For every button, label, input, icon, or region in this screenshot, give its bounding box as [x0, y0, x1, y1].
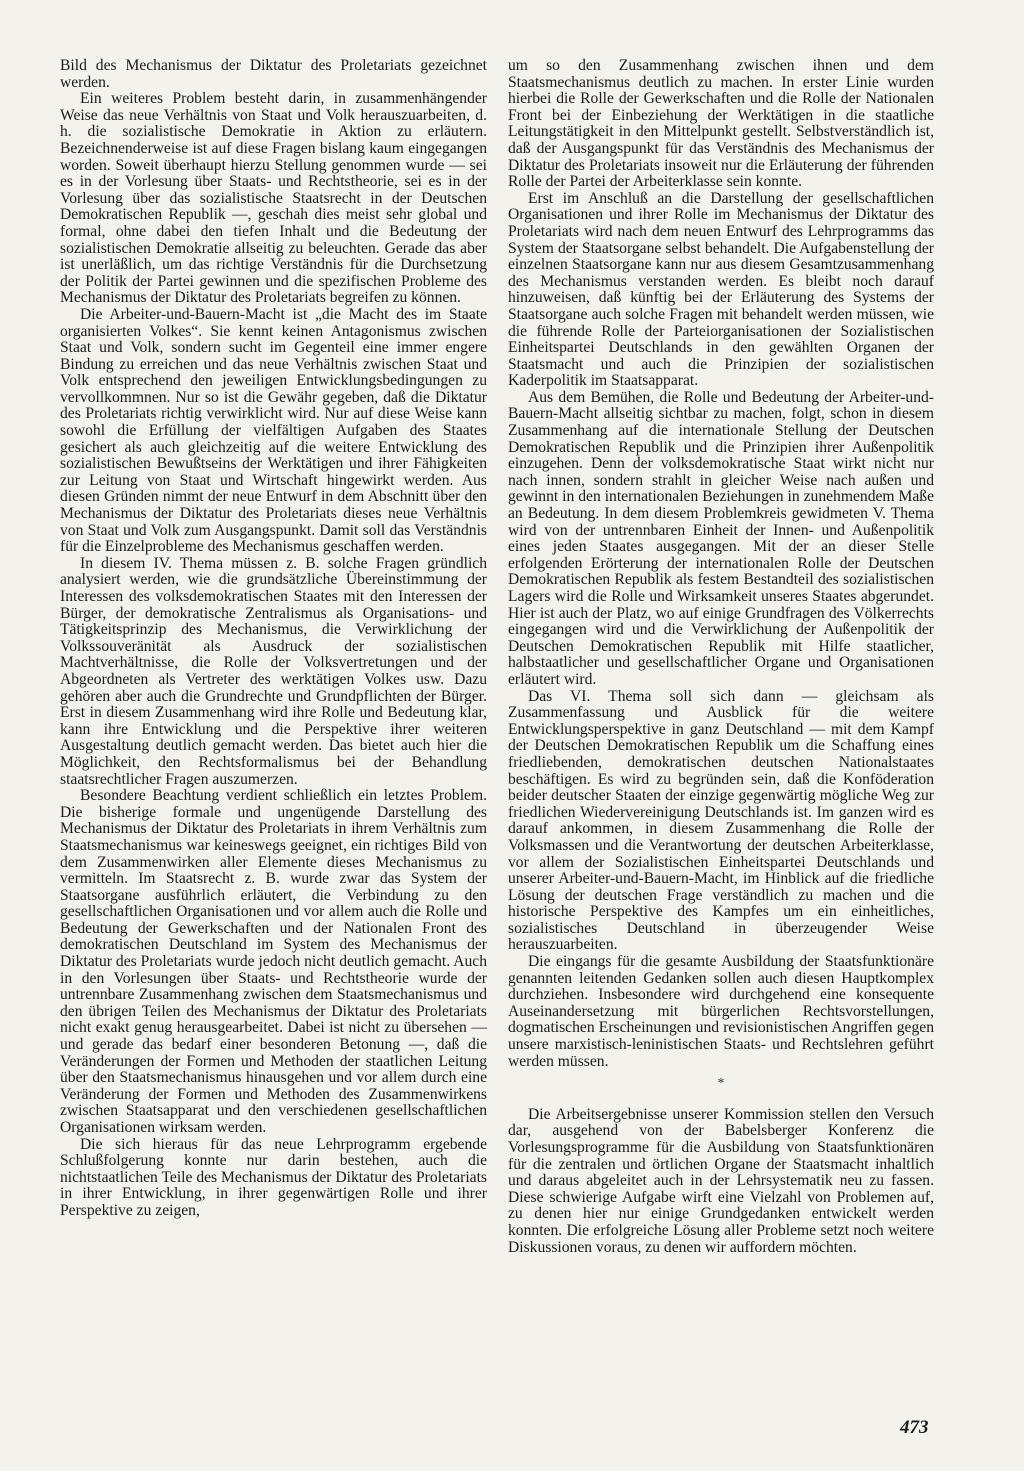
paragraph: Das VI. Thema soll sich dann — gleichsam als Zusammenfassung und Ausblick für die weitere Entwicklungsperspektive in ganz Deutschland — mit dem Kampf der Deutschen Demokratischen Republik um die Schaffung eines friedliebenden, demokratischen deutschen Nationalstaates beschäftigen. Es wird zu begründen sein, daß die Konföderation beider deutscher Staaten der einzige gegenwärtig mögliche Weg zur friedlichen Wiedervereinigung Deutschlands ist. Im ganzen wird es darauf ankommen, in diesem Zusammenhang die Rolle der Volksmassen und die Verantwortung der deutschen Arbeiterklasse, vor allem der Sozialistischen Einheitspartei Deutschlands und unserer Arbeiter-und-Bauern-Macht, im Hinblick auf die friedliche Lösung der deutschen Frage verständlich zu machen und die historische Perspektive des Kampfes um ein einheitliches, sozialistisches Deutschland in überzeugender Weise herauszuarbeiten. [508, 687, 934, 954]
paragraph: Die sich hieraus für das neue Lehrprogramm ergebende Schlußfolgerung konnte nur darin bestehen, auch die nichtstaatlichen Teile des Mechanismus der Diktatur des Proletariats in ihrer Entwicklung, in ihrer gegenwärtigen Rolle und ihrer Perspektive zu zeigen, [60, 1135, 487, 1219]
paragraph: Die Arbeiter-und-Bauern-Macht ist „die Macht des im Staate organisierten Volkes“. Sie kennt keinen Antagonismus zwischen Staat und Volk, sondern sucht im Gegenteil eine immer engere Bindung zu erreichen und das neue Verhältnis zwischen Staat und Volk entsprechend den jeweiligen Entwicklungsbedingungen zu vervollkommnen. Nur so ist die Gewähr gegeben, daß die Diktatur des Proletariats richtig verwirklicht wird. Nur auf diese Weise kann sowohl die Erfüllung der vielfältigen Aufgaben des Staates gesichert als auch gleichzeitig auf die weitere Entwicklung des sozialistischen Bewußtseins der Werktätigen und ihrer Fähigkeiten zur Leitung von Staat und Wirtschaft hingewirkt werden. Aus diesen Gründen nimmt der neue Entwurf in dem Abschnitt über den Mechanismus der Diktatur des Proletariats dieses neue Verhältnis von Staat und Volk zum Ausgangspunkt. Damit soll das Verständnis für die Einzelprobleme des Mechanismus geschaffen werden. [60, 305, 487, 556]
paragraph: Erst im Anschluß an die Darstellung der gesellschaftlichen Organisationen und ihrer Rolle im Mechanismus der Diktatur des Proletariats wird nach dem neuen Entwurf des Lehrprogramms das System der Staatsorgane selbst behandelt. Die Aufgabenstellung der einzelnen Staatsorgane kann nur aus diesem Gesamtzusammenhang des Mechanismus verstanden werden. Es bleibt noch darauf hinzuweisen, daß künftig bei der Erläuterung des Systems der Staatsorgane auch solche Fragen mit behandelt werden müssen, wie die führende Rolle der Parteiorganisationen der Sozialistischen Einheitspartei Deutschlands in den gewählten Organen der Staatsmacht und auch die Prinzipien der sozialistischen Kaderpolitik im Staatsapparat. [508, 189, 934, 390]
paragraph: Besondere Beachtung verdient schließlich ein letztes Problem. Die bisherige formale und ungenügende Darstellung des Mechanismus der Diktatur des Proletariats in ihrem Verhältnis zum Staatsmechanismus war keineswegs geeignet, ein richtiges Bild von dem Zusammenwirken aller Elemente dieses Mechanismus zu vermitteln. Im Staatsrecht z. B. wurde zwar das System der Staatsorgane ausführlich erläutert, die Verbindung zu den gesellschaftlichen Organisationen und vor allem auch die Rolle und Bedeutung der Gewerkschaften und der Nationalen Front des demokratischen Deutschland im System des Mechanismus der Diktatur des Proletariats wurde jedoch nicht deutlich gemacht. Auch in den Vorlesungen über Staats- und Rechtstheorie wurde der untrennbare Zusammenhang zwischen dem Staatsmechanismus und den übrigen Teilen des Mechanismus der Diktatur des Proletariats nicht exakt genug herausgearbeitet. Dabei ist nicht zu übersehen — und gerade das bedarf einer besonderen Betonung —, daß die Veränderungen der Formen und Methoden der staatlichen Leitung über den Staatsmechanismus hinausgehen und vor allem durch eine Veränderung der Formen und Methoden des Zusammenwirkens zwischen Staatsapparat und den verschiedenen gesellschaftlichen Organisationen wirksam werden. [60, 787, 487, 1136]
page-number: 473 [900, 1417, 929, 1438]
paragraph: Ein weiteres Problem besteht darin, in zusammenhängender Weise das neue Verhältnis von Staat und Volk herauszuarbeiten, d. h. die sozialistische Demokratie in Aktion zu erläutern. Bezeichnenderweise ist auf diese Fragen bislang kaum eingegangen worden. Soweit überhaupt hierzu Stellung genommen wurde — sei es in der Vorlesung über Staats- und Rechtstheorie, sei es in der Vorlesung über das sozialistische Staatsrecht in der Deutschen Demokratischen Republik —, geschah dies meist sehr global und formal, ohne dabei den tiefen Inhalt und die Bedeutung der sozialistischen Demokratie allseitig zu beleuchten. Gerade das aber ist unerläßlich, um das richtige Verständnis für die Durchsetzung der Politik der Partei gewinnen und die spezifischen Probleme des Mechanismus der Diktatur des Proletariats begreifen zu können. [60, 90, 487, 307]
left-column [60, 58, 487, 1220]
closing-paragraph: Die Arbeitsergebnisse unserer Kommission stellen den Versuch dar, ausgehend von der Babelsberger Konferenz die Vorlesungsprogramme für die Ausbildung von Staatsfunktionären für die zentralen und örtlichen Organe der Staatsmacht inhaltlich und daraus abgeleitet auch in der Lehrsystematik neu zu fassen. Diese schwierige Aufgabe wirft eine Vielzahl von Problemen auf, zu denen hier nur einige Grundgedanken entwickelt werden konnten. Die erfolgreiche Lösung aller Probleme setzt noch weitere Diskussionen voraus, zu denen wir auffordern möchten. [508, 1105, 934, 1256]
right-column [508, 58, 934, 1256]
paragraph: Die eingangs für die gesamte Ausbildung der Staatsfunktionäre genannten leitenden Gedanken sollen auch diesen Hauptkomplex durchziehen. Insbesondere wird durchgehend eine konsequente Auseinandersetzung mit bürgerlichen Rechtsvorstellungen, dogmatischen Erscheinungen und revisionistischen Angriffen gegen unsere marxistisch-leninistischen Staats- und Rechtslehren geführt werden müssen. [508, 953, 934, 1070]
paragraph: In diesem IV. Thema müssen z. B. solche Fragen gründlich analysiert werden, wie die grundsätzliche Übereinstimmung der Interessen des volksdemokratischen Staates mit den Interessen der Bürger, der demokratische Zentralismus als Organisations- und Tätigkeitsprinzip des Mechanismus, die Verwirklichung der Volkssouveränität als Ausdruck der sozialistischen Machtverhältnisse, die Rolle der Volksvertretungen und der Abgeordneten als Vertreter des werktätigen Volkes usw. Dazu gehören aber auch die Grundrechte und Grundpflichten der Bürger. Erst in diesem Zusammenhang wird ihre Rolle und Bedeutung klar, kann ihre Entwicklung und die Perspektive ihrer weiteren Ausgestaltung deutlich gemacht werden. Das bietet auch hier die Möglichkeit, den Rechtsformalismus bei der Behandlung staatsrechtlicher Fragen auszumerzen. [60, 554, 487, 788]
paragraph: Aus dem Bemühen, die Rolle und Bedeutung der Arbeiter-und-Bauern-Macht allseitig sichtbar zu machen, folgt, schon in diesem Zusammenhang auf die internationale Stellung der Deutschen Demokratischen Republik und die Prinzipien ihrer Außenpolitik einzugehen. Denn der volksdemokratische Staat wirkt nicht nur nach innen, sondern strahlt in gleicher Weise nach außen und gewinnt in den internationalen Beziehungen in zunehmendem Maße an Bedeutung. In dem diesem Problemkreis gewidmeten V. Thema wird von der untrennbaren Einheit der Innen- und Außenpolitik eines jeden Staates ausgegangen. Mit der an dieser Stelle erfolgenden Erörterung der internationalen Rolle der Deutschen Demokratischen Republik als festem Bestandteil des sozialistischen Lagers wird die Rolle und Wirksamkeit unseres Staates abgerundet. Hier ist auch der Platz, wo auf einige Grundfragen des Völkerrechts eingegangen wird und die Verwirklichung der Außenpolitik der Deutschen Demokratischen Republik mit Hilfe staatlicher, halbstaatlicher und gesellschaftlicher Organe und Organisationen erläutert wird. [508, 388, 934, 688]
paragraph: um so den Zusammenhang zwischen ihnen und dem Staatsmechanismus deutlich zu machen. In erster Linie wurden hierbei die Rolle der Gewerkschaften und die Rolle der Nationalen Front bei der Einbeziehung der Werktätigen in die staatliche Leitungstätigkeit in den Mittelpunkt gestellt. Selbstverständlich ist, daß der Ausgangspunkt für das Verständnis des Mechanismus der Diktatur des Proletariats insoweit nur die Erläuterung der führenden Rolle der Partei der Arbeiterklasse sein konnte. [508, 57, 934, 191]
paragraph: Bild des Mechanismus der Diktatur des Proletariats gezeichnet werden. [60, 57, 487, 91]
section-separator: * [717, 1076, 725, 1092]
